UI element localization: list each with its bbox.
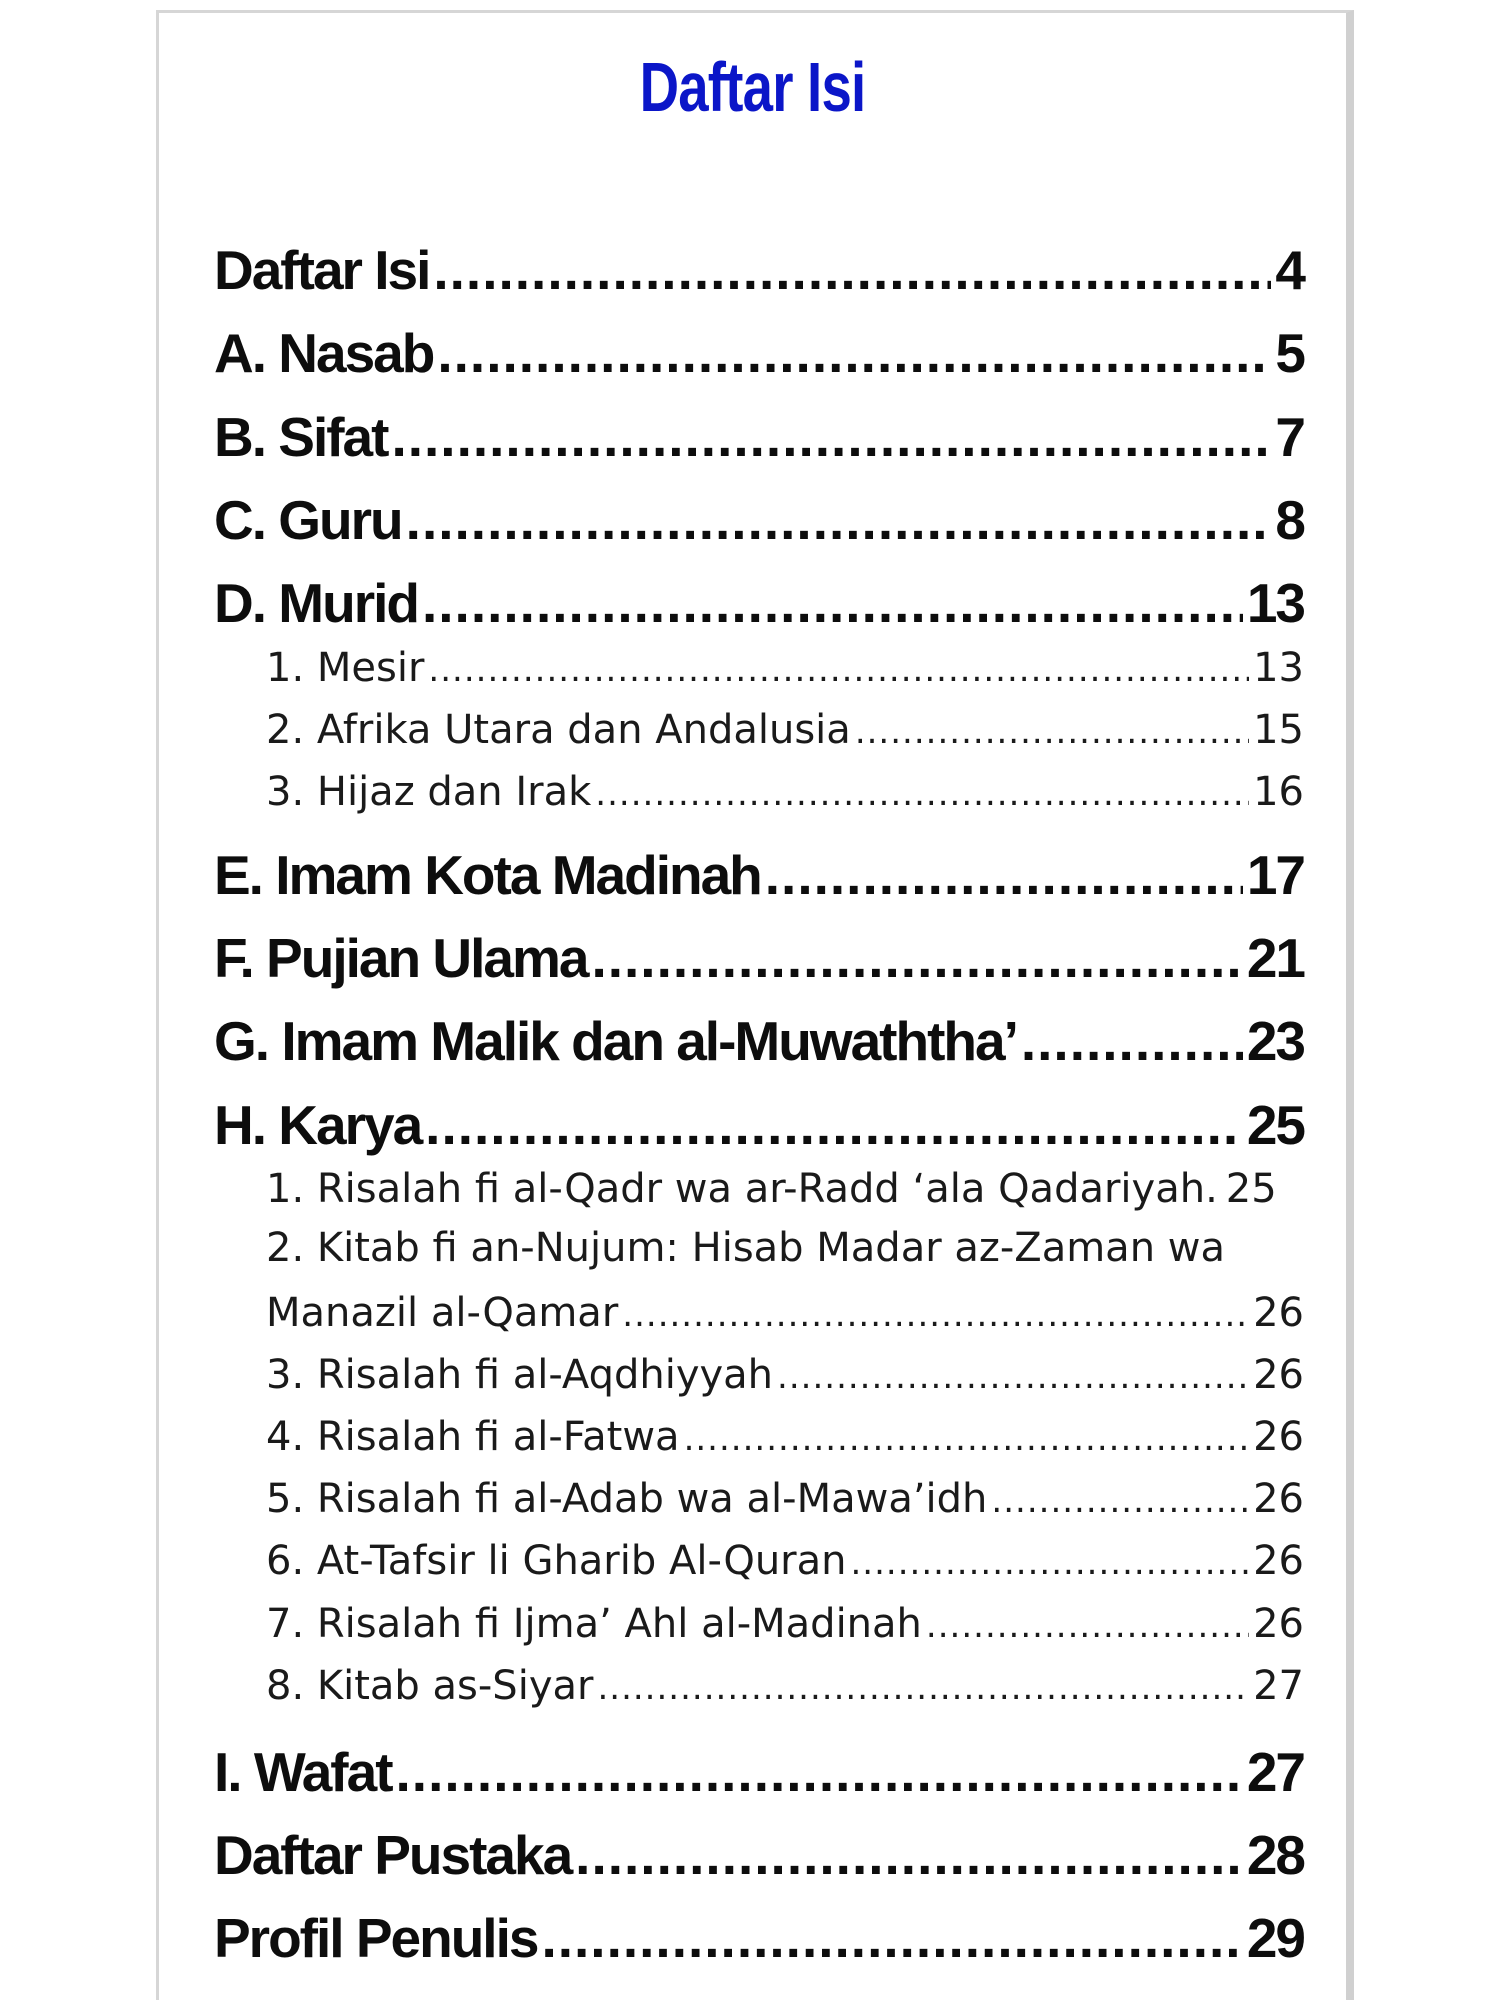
dot-leader bbox=[926, 1606, 1249, 1646]
toc-subentry-mesir[interactable] bbox=[214, 645, 1304, 691]
dot-leader bbox=[541, 1906, 1242, 1970]
toc-entry-page: 25 bbox=[1246, 1094, 1304, 1156]
toc-entry-page: 8 bbox=[1275, 489, 1304, 551]
dot-leader bbox=[422, 571, 1243, 635]
dot-leader bbox=[396, 1740, 1243, 1804]
toc-entry-guru[interactable] bbox=[214, 488, 1304, 552]
dot-leader bbox=[622, 1295, 1249, 1335]
toc-entry-label: 8. Kitab as-Siyar bbox=[266, 1663, 594, 1709]
dot-leader bbox=[575, 1823, 1243, 1887]
toc-entry-label: Daftar Isi bbox=[214, 239, 430, 301]
toc-entry-label: 3. Hijaz dan Irak bbox=[266, 769, 592, 815]
toc-entry-label: Profil Penulis bbox=[214, 1907, 538, 1969]
toc-entry-label: 2. Kitab fi an-Nujum: Hisab Madar az-Zaman wa bbox=[266, 1225, 1225, 1271]
toc-entry-page: 26 bbox=[1253, 1352, 1304, 1398]
dot-leader bbox=[855, 712, 1249, 752]
toc-entry-page: 23 bbox=[1246, 1010, 1304, 1072]
toc-entry-page: 15 bbox=[1253, 707, 1304, 753]
document-page bbox=[156, 10, 1354, 2000]
dot-leader bbox=[777, 1357, 1249, 1397]
toc-entry-page: 26 bbox=[1253, 1290, 1304, 1336]
toc-entry-page: 28 bbox=[1246, 1824, 1304, 1886]
dot-leader bbox=[391, 405, 1271, 469]
toc-entry-page: 26 bbox=[1253, 1601, 1304, 1647]
toc-entry-label: 1. Mesir bbox=[266, 645, 425, 691]
toc-entry-pujian-ulama[interactable] bbox=[214, 926, 1304, 990]
toc-entry-page: 17 bbox=[1246, 844, 1304, 906]
toc-entry-page: 29 bbox=[1246, 1907, 1304, 1969]
toc-subentry-tafsir[interactable] bbox=[214, 1538, 1304, 1584]
toc-subentry-afrika[interactable] bbox=[214, 707, 1304, 753]
toc-entry-page: 27 bbox=[1246, 1741, 1304, 1803]
toc-entry-label: 3. Risalah fi al-Aqdhiyyah bbox=[266, 1352, 774, 1398]
toc-entry-page: 26 bbox=[1253, 1476, 1304, 1522]
toc-entry-page: 21 bbox=[1246, 927, 1304, 989]
toc-entry-label: F. Pujian Ulama bbox=[214, 927, 588, 989]
toc-entry-label: G. Imam Malik dan al-Muwaththa’ bbox=[214, 1010, 1017, 1072]
toc-entry-label: H. Karya bbox=[214, 1094, 422, 1156]
toc-entry-page: 25 bbox=[1225, 1166, 1277, 1212]
dot-leader bbox=[428, 650, 1249, 690]
toc-subentry-kitab-nujum[interactable] bbox=[214, 1290, 1304, 1336]
toc-subentry-risalah-qadr[interactable] bbox=[214, 1166, 1304, 1212]
dot-leader bbox=[1021, 1009, 1243, 1073]
toc-entry-profil-penulis[interactable] bbox=[214, 1906, 1304, 1970]
dot-leader bbox=[425, 1093, 1243, 1157]
page-title: Daftar Isi bbox=[639, 48, 866, 126]
dot-leader bbox=[433, 238, 1271, 302]
toc-entry-karya[interactable] bbox=[214, 1093, 1304, 1157]
toc-entry-page: 26 bbox=[1253, 1538, 1304, 1584]
dot-leader bbox=[597, 1668, 1249, 1708]
toc-subentry-adab[interactable] bbox=[214, 1476, 1304, 1522]
toc-entry-label: 7. Risalah fi Ijma’ Ahl al-Madinah bbox=[266, 1601, 922, 1647]
toc-entry-label: 4. Risalah fi al-Fatwa bbox=[266, 1414, 680, 1460]
toc-subentry-aqdhiyyah[interactable] bbox=[214, 1352, 1304, 1398]
toc-entry-label: E. Imam Kota Madinah bbox=[214, 844, 761, 906]
toc-entry-imam-malik[interactable] bbox=[214, 1009, 1304, 1073]
toc-entry-label: 2. Afrika Utara dan Andalusia bbox=[266, 707, 851, 753]
toc-subentry-siyar[interactable] bbox=[214, 1663, 1304, 1709]
toc-entry-label: B. Sifat bbox=[214, 406, 388, 468]
dot-leader bbox=[406, 488, 1272, 552]
toc-entry-page: 5 bbox=[1275, 322, 1304, 384]
toc-entry-wafat[interactable] bbox=[214, 1740, 1304, 1804]
dot-leader bbox=[595, 774, 1249, 814]
toc-entry-imam-kota-madinah[interactable] bbox=[214, 843, 1304, 907]
toc-entry-sifat[interactable] bbox=[214, 405, 1304, 469]
toc-subentry-kitab-nujum-line1[interactable] bbox=[214, 1225, 1304, 1271]
toc-entry-label: A. Nasab bbox=[214, 322, 434, 384]
toc-entry-label: Daftar Pustaka bbox=[214, 1824, 572, 1886]
toc-entry-label: D. Murid bbox=[214, 572, 418, 634]
dot-leader bbox=[765, 843, 1243, 907]
toc-entry-page: 4 bbox=[1275, 239, 1304, 301]
dot-leader bbox=[684, 1419, 1250, 1459]
toc-entry-page: 16 bbox=[1253, 769, 1304, 815]
toc-entry-label: 5. Risalah fi al-Adab wa al-Mawa’idh bbox=[266, 1476, 988, 1522]
dot-leader bbox=[591, 926, 1242, 990]
toc-entry-murid[interactable] bbox=[214, 571, 1304, 635]
toc-entry-daftar-pustaka[interactable] bbox=[214, 1823, 1304, 1887]
toc-subentry-hijaz[interactable] bbox=[214, 769, 1304, 815]
toc-entry-daftar-isi[interactable] bbox=[214, 238, 1304, 302]
toc-entry-label: I. Wafat bbox=[214, 1741, 392, 1803]
toc-entry-label: 6. At-Tafsir li Gharib Al-Quran bbox=[266, 1538, 847, 1584]
toc-entry-nasab[interactable] bbox=[214, 321, 1304, 385]
dot-leader bbox=[851, 1543, 1250, 1583]
toc-subentry-ijma[interactable] bbox=[214, 1601, 1304, 1647]
toc-entry-page: 13 bbox=[1246, 572, 1304, 634]
toc-entry-page: 26 bbox=[1253, 1414, 1304, 1460]
toc-entry-label: Manazil al-Qamar bbox=[266, 1290, 619, 1336]
dot-leader bbox=[437, 321, 1271, 385]
dot-leader bbox=[991, 1481, 1249, 1521]
toc-entry-page: 7 bbox=[1275, 406, 1304, 468]
toc-entry-page: 27 bbox=[1253, 1663, 1304, 1709]
toc-entry-label: 1. Risalah fi al-Qadr wa ar-Radd ‘ala Qadariyah. bbox=[266, 1166, 1218, 1212]
toc-subentry-fatwa[interactable] bbox=[214, 1414, 1304, 1460]
toc-entry-page: 13 bbox=[1253, 645, 1304, 691]
toc-entry-label: C. Guru bbox=[214, 489, 402, 551]
